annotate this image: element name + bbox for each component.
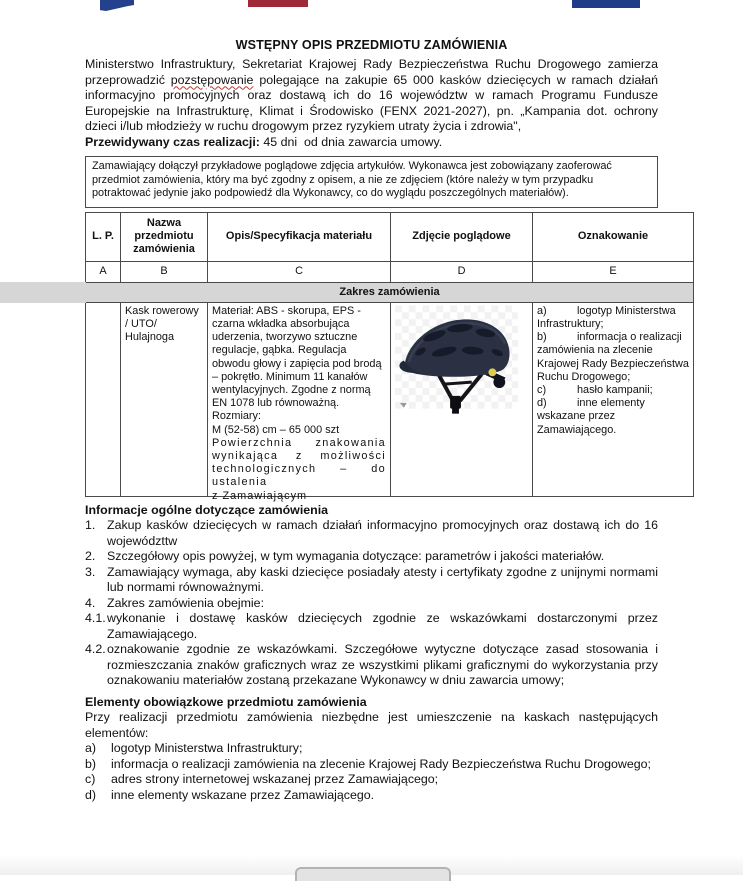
list-item-label: c) bbox=[85, 772, 96, 787]
cell-photo bbox=[391, 302, 533, 496]
realization-value: 45 dni od dnia zawarcia umowy. bbox=[259, 134, 443, 149]
list-item bbox=[85, 741, 658, 757]
letter-a: A bbox=[86, 261, 121, 282]
header-spec: Opis/Specyfikacja materiału bbox=[208, 212, 391, 261]
marking-item bbox=[537, 384, 689, 397]
intro-paragraph bbox=[85, 57, 658, 135]
header-photo: Zdjęcie poglądowe bbox=[391, 212, 533, 261]
header-lp: L. P. bbox=[86, 212, 121, 261]
list-item-number: 4. bbox=[85, 595, 96, 610]
header-marking: Oznakowanie bbox=[533, 212, 694, 261]
list-item-number: 4.1. bbox=[85, 611, 106, 626]
list-item-text: Zamawiający wymaga, aby kaski dziecięce posiadały atesty i certyfikaty zgodne z unijnymi normami lub normami równoważnymi. bbox=[107, 564, 658, 595]
marking-item-text: informacja o realizacji zamówienia na zlecenie Krajowej Rady Bezpieczeństwa Ruchu Drogowego; bbox=[537, 331, 689, 383]
marking-item-text: logotyp Ministerstwa Infrastruktury; bbox=[537, 304, 676, 330]
list-item-text: logotyp Ministerstwa Infrastruktury; bbox=[111, 741, 303, 756]
list-item-text: informacja o realizacji zamówienia na zlecenie Krajowej Rady Bezpieczeństwa Ruchu Drogowego; bbox=[111, 756, 651, 771]
cell-specification bbox=[208, 302, 391, 502]
letter-d: D bbox=[391, 261, 533, 282]
realization-label: Przewidywany czas realizacji: bbox=[85, 134, 260, 149]
notice-box bbox=[85, 156, 658, 208]
spec-main-text: Materiał: ABS - skorupa, EPS - czarna wkładka absorbująca uderzenia, tworzywo sztuczne regulacje, gąbka. Regulacja obwodu głowy i zapięcia pod brodą – pokrętło. Minimum 11 kanałów wentylacyjnych. Zgodne z normą EN 1078 lub równoważną. bbox=[212, 304, 382, 410]
list-item bbox=[85, 596, 658, 612]
marking-item bbox=[537, 305, 689, 331]
list-item-label: a) bbox=[85, 741, 97, 756]
list-item-text: inne elementy wskazane przez Zamawiającego. bbox=[111, 787, 375, 802]
table-header-row bbox=[86, 212, 694, 261]
list-item-text: Zakres zamówienia obejmie: bbox=[107, 595, 265, 610]
marking-item bbox=[537, 331, 689, 384]
table-section-row bbox=[86, 282, 694, 302]
list-item bbox=[85, 549, 658, 565]
order-spec-table bbox=[85, 212, 694, 502]
helmet-illustration bbox=[395, 305, 518, 417]
spec-clipped-line: z Zamawiającym bbox=[212, 489, 308, 502]
list-item bbox=[85, 611, 658, 642]
cell-product-name: Kask rowerowy / UTO/ Hulajnoga bbox=[121, 302, 208, 496]
list-item bbox=[85, 642, 658, 689]
marking-item-text: hasło kampanii; bbox=[577, 384, 653, 396]
notice-text: Zamawiający dołączył przykładowe poglądowe zdjęcia artykułów. Wykonawca jest zobowiązany zaoferować przedmiot zamówienia, który ma być zgodny z opisem, a nie ze zdjęciem (które należy w tym przypadku potraktować jedynie jako podpowiedź dla Wykonawcy, co do wyglądu poszczególnych materiałów). bbox=[92, 160, 612, 200]
bottom-toolbar-edge[interactable] bbox=[295, 867, 451, 881]
marking-item-label: a) bbox=[537, 304, 547, 317]
letter-e: E bbox=[533, 261, 694, 282]
list-item bbox=[85, 772, 658, 788]
list-item bbox=[85, 518, 658, 549]
spec-sizes-value: M (52-58) cm – 65 000 szt bbox=[212, 423, 340, 436]
helmet-photo bbox=[395, 305, 518, 417]
marking-item-label: d) bbox=[537, 397, 547, 410]
list-item-text: Zakup kasków dziecięcych w ramach działań informacyjno promocyjnych oraz dostawą ich do 16 województtw bbox=[107, 518, 658, 548]
spec-sizes-label: Rozmiary: bbox=[212, 410, 262, 423]
list-item-text: Szczegółowy opis powyżej, w tym wymagania dotyczące: parametrów i jakości materiałów. bbox=[107, 549, 605, 564]
section-label: Zakres zamówienia bbox=[86, 282, 694, 302]
list-item-number: 4.2. bbox=[85, 642, 106, 657]
list-item-number: 2. bbox=[85, 549, 96, 564]
eu-flag-fragment-icon bbox=[572, 0, 640, 8]
list-item-number: 1. bbox=[85, 518, 96, 533]
mandatory-intro: Przy realizacji przedmiotu zamówienia niezbędne jest umieszczenie na kaskach następujących elementów: bbox=[85, 710, 658, 740]
list-item-text: adres strony internetowej wskazanej przez Zamawiającego; bbox=[111, 772, 439, 787]
list-item-label: d) bbox=[85, 787, 97, 802]
marking-item-label: b) bbox=[537, 331, 547, 344]
list-item-text: oznakowanie zgodnie ze wskazówkami. Szczegółowe wytyczne dotyczące zasad stosowania i rozmieszczania znaków graficznych wraz ze wszystkimi plikami graficznymi do wykorzystania przy oznakowaniu materiałów zostaną przekazane Wykonawcy w dniu zawarcia umowy; bbox=[107, 642, 658, 688]
intro-text-1: Ministerstwo Infrastruktury, Sekretariat Krajowej Rady Bezpieczeństwa Ruchu Drogowego zamierza przeprowadzić bbox=[85, 57, 658, 87]
list-item bbox=[85, 788, 658, 804]
list-item bbox=[85, 757, 658, 773]
letter-c: C bbox=[208, 261, 391, 282]
mandatory-elements-heading: Elementy obowiązkowe przedmiotu zamówienia bbox=[85, 694, 367, 709]
spec-marking-text: Powierzchnia znakowania wynikająca z możliwości technologicznych – do ustalenia bbox=[212, 436, 386, 489]
table-row bbox=[86, 302, 694, 496]
list-item bbox=[85, 565, 658, 596]
marking-item-text: inne elementy wskazane przez Zamawiającego. bbox=[537, 397, 645, 436]
letter-b: B bbox=[121, 261, 208, 282]
list-item-label: b) bbox=[85, 756, 97, 771]
table-letter-row bbox=[86, 261, 694, 282]
misspelled-word: pozstępowanie bbox=[170, 72, 254, 87]
realization-time-line bbox=[85, 135, 658, 151]
marking-item bbox=[537, 397, 689, 437]
list-item-number: 3. bbox=[85, 564, 96, 579]
marking-item-label: c) bbox=[537, 384, 547, 396]
intro-text-2: polegające na zakupie 65 000 kasków dziecięcych w ramach działań informacyjno promocyjnych oraz dostawą ich do 16 województw w ramach Programu Fundusze Europejskie na Infrastrukturę, Klimat i Środowisko (FENX 2021-2027), pn. „Kampania dot. ochrony dzieci i/lub młodzieży w ruchu drogowym przez ryzykiem utraty życia i zdrowia", bbox=[85, 72, 658, 133]
eu-funds-flag-fragment-icon bbox=[100, 0, 134, 11]
document-body bbox=[85, 38, 689, 803]
cell-lp-empty bbox=[86, 302, 121, 496]
page-title: WSTĘPNY OPIS PRZEDMIOTU ZAMÓWIENIA bbox=[235, 38, 508, 52]
list-item-text: wykonanie i dostawę kasków dziecięcych zgodnie ze wskazówkami dostarczonymi przez Zamawiającego. bbox=[107, 611, 658, 641]
general-info-heading: Informacje ogólne dotyczące zamówienia bbox=[85, 502, 329, 517]
polish-flag-fragment-icon bbox=[248, 0, 308, 7]
header-name: Nazwa przedmiotu zamówienia bbox=[121, 212, 208, 261]
cell-marking bbox=[533, 302, 694, 496]
